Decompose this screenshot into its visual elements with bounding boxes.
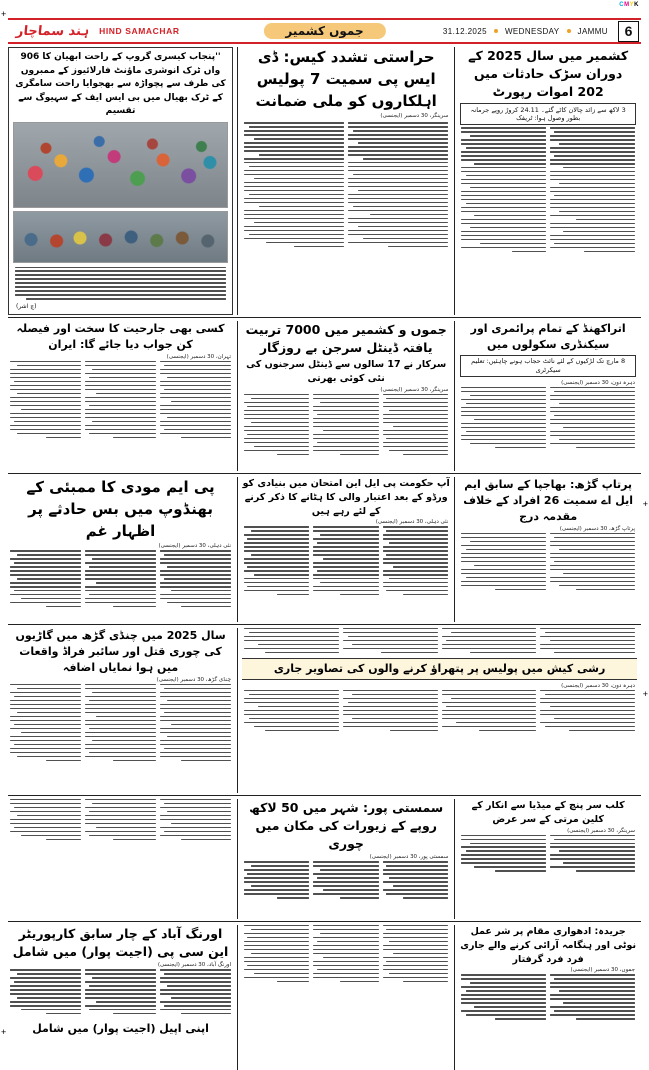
body-column	[459, 974, 548, 1022]
body-column	[311, 861, 380, 901]
body-column	[548, 387, 637, 451]
headline-kulgam-encounter: کلب سر پنچ کے میڈیا سے انکار کے کلین مرتی کے سر عرض	[471, 800, 625, 825]
body-column	[83, 969, 158, 1017]
registration-mark-top-left: +	[1, 9, 7, 19]
article-bihar-election	[237, 477, 454, 622]
body-column	[459, 533, 548, 593]
body-column	[158, 969, 233, 1017]
body-column	[158, 361, 233, 441]
masthead-logo-english: HIND SAMACHAR	[99, 26, 180, 36]
article-chandigarh-vehicle-theft	[8, 628, 237, 793]
rishikesh-and-kulgam-block	[237, 628, 641, 793]
dateline-aurangabad-ncp: اورنگ آباد، 30 دسمبر (ایجنسی)	[157, 962, 232, 969]
body-column	[242, 394, 311, 458]
continuation-block-left	[8, 799, 237, 919]
dateline-pm-modi-mumbai: نئی دہلی، 30 دسمبر (ایجنسی)	[158, 543, 232, 550]
article-uttarakhand-schools	[454, 321, 641, 471]
body-column	[83, 684, 158, 764]
dateline-custodial-torture: سرینگر، 30 دسمبر (ایجنسی)	[380, 113, 449, 120]
body-column	[242, 526, 311, 598]
subhead-dental-surgeons: سرکار نے 17 سالوں سے ڈینٹل سرجنوں کی نئی کوئی بھرتی	[246, 359, 447, 385]
body-column	[548, 974, 637, 1022]
separator-dot-icon	[567, 29, 571, 33]
article-samastipur-theft	[237, 799, 454, 919]
dateline-harbhajan-ceremony: جموں، 30 دسمبر (ایجنسی)	[570, 967, 635, 974]
photo-feature-block	[8, 47, 237, 315]
photo-caption-body	[13, 266, 228, 303]
continuation-block-center	[237, 925, 454, 1070]
subhead-uttarakhand-schools: 8 مارچ تک لڑکیوں کے لئے نائٹ حجاب ہونے چاہئیں: تعلیم سیکرٹری	[460, 355, 636, 377]
top-band	[8, 47, 641, 315]
body-column	[158, 550, 233, 610]
body-column	[8, 361, 83, 441]
registration-mark-right-1: +	[642, 499, 648, 509]
headline-harbhajan-ceremony: جریدہ: ادھواری مقام پر شر عمل نوٹی اور ہنگامہ آرائی کرنے والے جاری فرد فرد گرفتار	[460, 926, 637, 965]
fifth-band	[8, 795, 641, 919]
article-dental-surgeons	[237, 321, 454, 471]
body-column	[538, 628, 637, 656]
body-column	[381, 861, 450, 901]
body-column	[8, 799, 83, 843]
dateline-kulgam-encounter: سرینگر، 30 دسمبر (ایجنسی)	[567, 827, 635, 834]
body-column	[158, 799, 233, 843]
body-column	[381, 394, 450, 458]
article-pm-modi-mumbai	[8, 477, 237, 622]
body-column	[242, 122, 346, 250]
second-band	[8, 317, 641, 471]
page-number-badge: 6	[618, 21, 639, 42]
headline-bihar-election: آپ حکومت پی ایل این امتحان میں بنیادی کو ورڈو کے بعد اعتبار والی کا ہٹانے کا ذکر کرنے کے لئے رہے ہیں	[242, 478, 450, 517]
headline-rishikesh-stone-pelting: رشی کیش میں پولیس پر پتھراؤ کرنے والوں کی تصاویر جاری	[273, 661, 606, 675]
body-column	[83, 550, 158, 610]
photo-credit: (چ اشر)	[16, 303, 37, 310]
registration-mark-right-2: +	[642, 689, 648, 699]
body-column	[440, 628, 539, 656]
masthead-edition-title: جموں کشمیر	[263, 23, 385, 39]
headline-dental-surgeons: جموں و کشمیر میں 7000 تربیت یافتہ ڈینٹل سرجن بے روزگار	[245, 322, 447, 356]
article-pratapgarh-case	[454, 477, 641, 622]
separator-dot-icon	[494, 29, 498, 33]
masthead-day: WEDNESDAY	[504, 26, 560, 36]
dateline-samastipur-theft: سمستی پور، 30 دسمبر (ایجنسی)	[369, 854, 449, 861]
body-column	[311, 394, 380, 458]
body-column	[311, 526, 380, 598]
body-column	[459, 835, 548, 875]
article-iran-aggression	[8, 321, 237, 471]
group-photo	[13, 211, 228, 263]
body-column	[242, 861, 311, 901]
body-column	[381, 925, 450, 985]
headline-uttarakhand-schools: اتراکھنڈ کے تمام پرائمری اور سیکنڈری سکولوں میں	[470, 322, 626, 351]
third-band	[8, 473, 641, 622]
masthead	[8, 18, 641, 44]
body-column	[83, 361, 158, 441]
body-column	[242, 925, 311, 985]
body-column	[440, 690, 539, 734]
body-column	[242, 628, 341, 656]
article-custodial-torture	[237, 47, 454, 315]
dateline-pratapgarh-case: پرتاپ گڑھ، 30 دسمبر (ایجنسی)	[559, 525, 635, 532]
article-kulgam-encounter	[454, 799, 641, 919]
headline-kashmir-road-accidents: کشمیر میں سال 2025 کے دوران سڑک حادثات میں 202 اموات رپورٹ	[468, 48, 629, 100]
body-column	[341, 690, 440, 734]
body-column	[242, 690, 341, 734]
masthead-meta	[443, 21, 641, 42]
photo-caption-top: ''پنجاب کیسری گروپ کے راحت ابھیان کا 906 واں ٹرک انوشری ماؤنٹ فارلائیوز کے ممبروں کی طرف سے پچواڑہ سے بھجوایا راحت سامگری کے ٹرک بھیال میں بی ایس ایف کے سہیوگ سے تقسیم	[15, 52, 226, 116]
body-column	[8, 550, 83, 610]
article-aurangabad-ncp	[8, 925, 237, 1070]
headline-bhagwant-mann: اپنی اپیل (اجیت پوار) میں شامل	[32, 1022, 209, 1036]
masthead-city: JAMMU	[577, 26, 608, 36]
cmyk-marks: CMYK	[619, 2, 639, 8]
highlight-band-rishikesh	[242, 658, 637, 680]
headline-samastipur-theft: سمستی پور: شہر میں 50 لاکھ روپے کے زیورات کی مکان میں چوری	[249, 800, 444, 852]
masthead-date: 31.12.2025	[442, 26, 487, 36]
body-column	[8, 969, 83, 1017]
dateline-bihar-election: نئی دہلی، 30 دسمبر (ایجنسی)	[375, 519, 449, 526]
dateline-uttarakhand-schools: دہرہ دون، 30 دسمبر (ایجنسی)	[561, 379, 635, 386]
subhead-kashmir-road-accidents: 3 لاکھ سے زائد چالان کاٹے گئے۔ 24.11 کروڑ روپے جرمانہ بطور وصول ہوا: ٹریفک	[460, 103, 636, 125]
dateline-rishikesh-stone-pelting: دہرہ دون، 30 دسمبر (ایجنسی)	[561, 682, 635, 689]
body-column	[381, 526, 450, 598]
body-column	[346, 122, 450, 250]
article-kashmir-road-accidents	[454, 47, 641, 315]
fourth-band	[8, 624, 641, 793]
masthead-logo-urdu: ہند سماچار	[15, 23, 90, 39]
headline-chandigarh-vehicle-theft: سال 2025 میں چنڈی گڑھ میں گاڑیوں کی چوری قتل اور سائبر فراڈ واقعات میں ہوا نمایاں اضافہ	[15, 629, 226, 674]
headline-aurangabad-ncp: اورنگ آباد کے چار سابق کارپوریٹر این سی پی (اجیت پوار) میں شامل	[12, 926, 229, 960]
body-column	[538, 690, 637, 734]
body-column	[548, 127, 637, 255]
body-column	[341, 628, 440, 656]
dateline-iran-aggression: تہران، 30 دسمبر (ایجنسی)	[166, 353, 232, 360]
crowd-photo	[13, 122, 228, 208]
body-column	[311, 925, 380, 985]
body-column	[8, 684, 83, 764]
article-harbhajan-ceremony	[454, 925, 641, 1070]
bottom-band	[8, 921, 641, 1070]
dateline-chandigarh-vehicle-theft: چنڈی گڑھ، 30 دسمبر (ایجنسی)	[156, 676, 232, 683]
body-column	[459, 127, 548, 255]
body-column	[158, 684, 233, 764]
headline-pratapgarh-case: پرتاپ گڑھ: بھاجپا کے سابق ایم ایل اے سمیت 26 افراد کے خلاف مقدمہ درج	[463, 478, 633, 523]
body-column	[459, 387, 548, 451]
headline-custodial-torture: حراستی تشدد کیس: ڈی ایس پی سمیت 7 پولیس اہلکاروں کو ملی ضمانت	[255, 48, 437, 110]
headline-pm-modi-mumbai: پی ایم مودی کا ممبئی کے بھنڈوپ میں بس حادثے پر اظہار غم	[26, 478, 215, 540]
registration-mark-bottom-left: +	[1, 1027, 7, 1037]
body-column	[83, 799, 158, 843]
body-column	[548, 533, 637, 593]
body-column	[548, 835, 637, 875]
headline-iran-aggression: کسی بھی جارحیت کا سخت اور فیصلہ کن جواب دیا جائے گا: ایران	[16, 322, 225, 351]
dateline-dental-surgeons: سرینگر، 30 دسمبر (ایجنسی)	[380, 386, 449, 393]
